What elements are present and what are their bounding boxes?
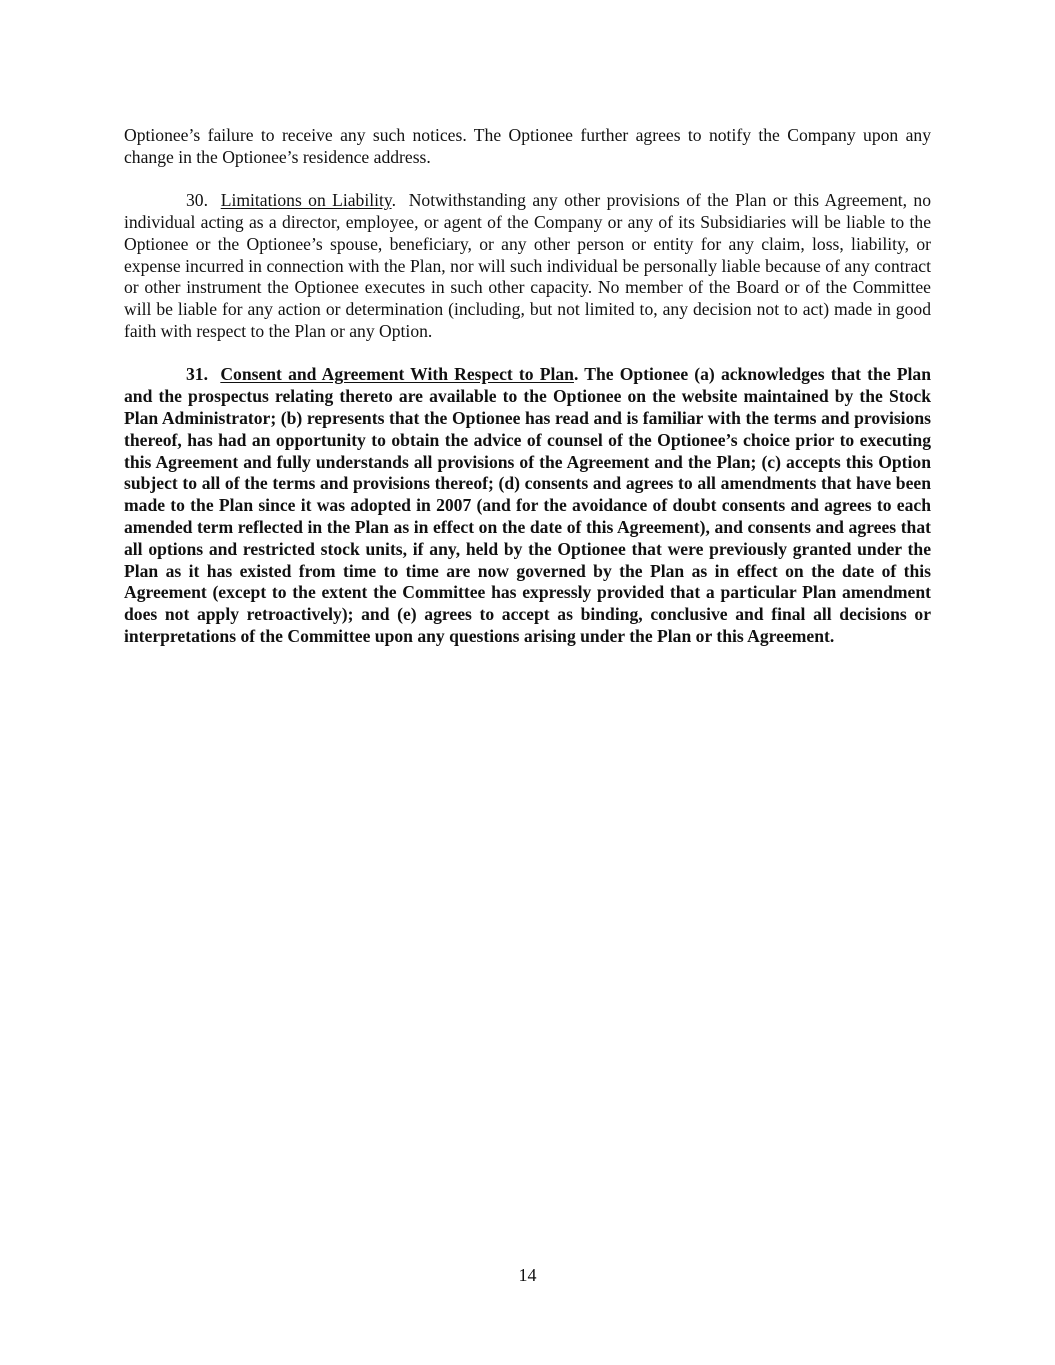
- section-31-heading-end: .: [573, 364, 579, 385]
- section-31-number: 31.: [186, 364, 208, 385]
- section-30-number: 30.: [186, 190, 208, 211]
- section-30-heading-end: .: [391, 190, 396, 211]
- section-30: [124, 190, 931, 343]
- section-30-body: Notwithstanding any other provisions of the Plan or this Agreement, no individual acting as a director, employee, or agent of the Company or any of its Subsidiaries will be liable to the Optionee or the Optionee’s spouse, beneficiary, or any other person or entity for any claim, loss, liability, or expense incurred in connection with the Plan, nor will such individual be personally liable because of any contract or other instrument the Optionee executes in such other capacity. No member of the Board or of the Committee will be liable for any action or determination (including, but not limited to, any decision not to act) made in good faith with respect to the Plan or any Option.: [124, 190, 932, 341]
- section-30-heading: Limitations on Liability: [220, 190, 392, 211]
- paragraph-continuation: [124, 125, 931, 169]
- section-31-body: The Optionee (a) acknowledges that the Plan and the prospectus relating thereto are available to the Optionee on the website maintained by the Stock Plan Administrator; (b) represents that the Optionee has read and is familiar with the terms and provisions thereof, has had an opportunity to obtain the advice of counsel of the Optionee’s choice prior to executing this Agreement and fully understands all provisions of the Agreement and the Plan; (c) accepts this Option subject to all of the terms and provisions thereof; (d) consents and agrees to all amendments that have been made to the Plan since it was adopted in 2007 (and for the avoidance of doubt consents and agrees to each amended term reflected in the Plan as in effect on the date of this Agreement), and consents and agrees that all options and restricted stock units, if any, held by the Optionee that were previously granted under the Plan as it has existed from time to time are now governed by the Plan as in effect on the date of this Agreement (except to the extent the Committee has expressly provided that a particular Plan amendment does not apply retroactively); and (e) agrees to accept as binding, conclusive and final all decisions or interpretations of the Committee upon any questions arising under the Plan or this Agreement.: [124, 364, 932, 646]
- section-31: [124, 364, 931, 647]
- document-page: [124, 125, 931, 669]
- page-number: 14: [518, 1265, 537, 1285]
- section-31-heading: Consent and Agreement With Respect to Plan: [220, 364, 574, 385]
- paragraph-continuation-text: Optionee’s failure to receive any such notices. The Optionee further agrees to notify the Company upon any change in the Optionee’s residence address.: [124, 125, 931, 167]
